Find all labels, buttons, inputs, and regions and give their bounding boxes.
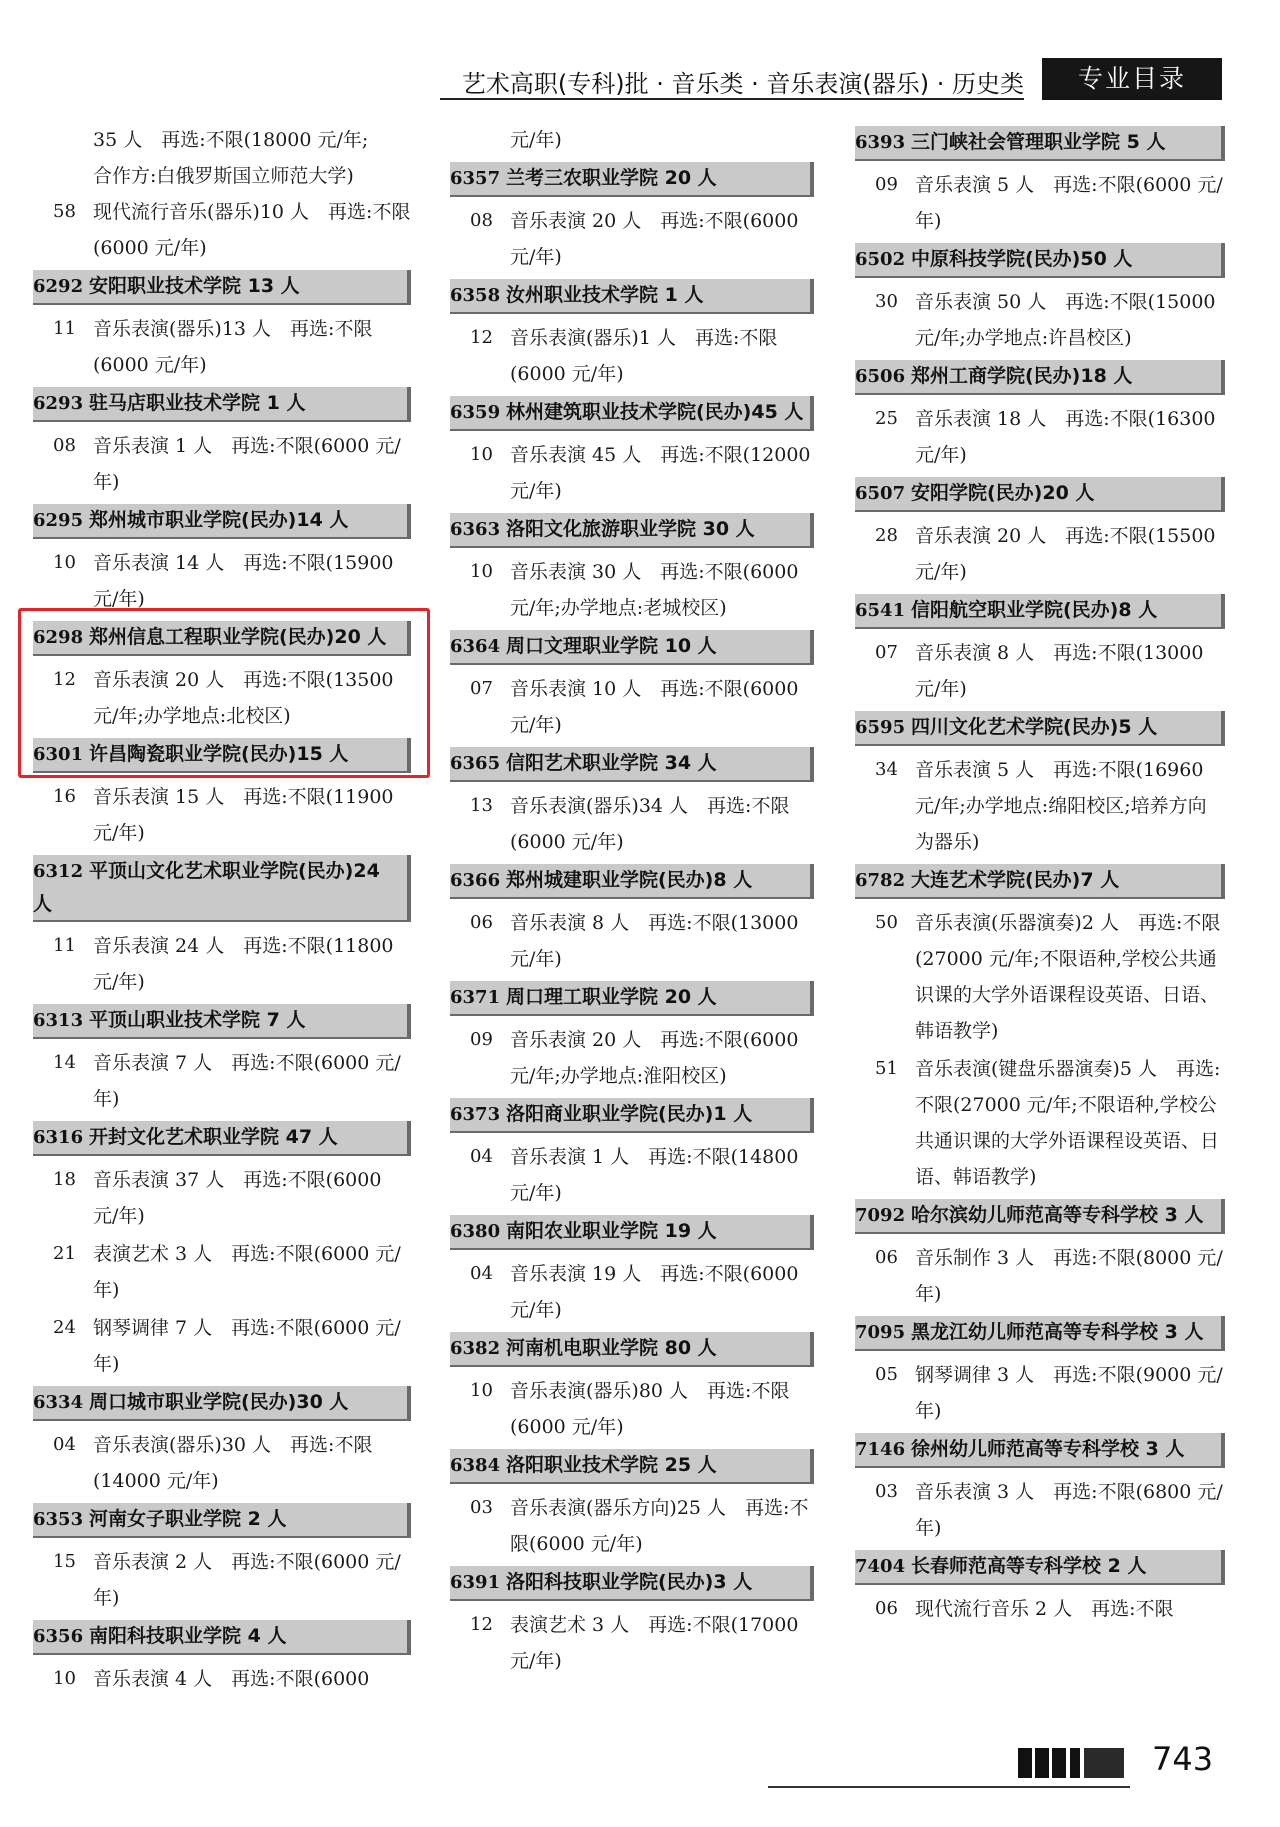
school-code: 6506 [855,366,906,387]
school-heading [450,1566,814,1601]
major-entry [450,1139,814,1211]
major-entry [33,1544,411,1616]
major-entry [855,1051,1225,1195]
school-code: 7092 [855,1205,906,1226]
major-text: 音乐表演 1 人 再选:不限(14800 元/年) [510,1146,799,1204]
major-entry [450,203,814,275]
school-code: 6393 [855,132,906,153]
major-code: 10 [470,561,493,582]
school-code: 6507 [855,483,906,504]
major-text: 音乐表演 24 人 再选:不限(11800 元/年) [93,935,394,993]
school-heading [33,1121,411,1156]
school-heading [450,396,814,431]
major-entry [450,1022,814,1094]
school-code: 6353 [33,1509,84,1530]
school-name: 徐州幼儿师范高等专科学校 3 人 [911,1438,1185,1460]
major-entry [855,167,1225,239]
school-name: 洛阳文化旅游职业学院 30 人 [506,518,755,540]
major-code: 50 [875,912,898,933]
school-code: 6295 [33,510,84,531]
major-text: 音乐表演(器乐)30 人 再选:不限(14000 元/年) [93,1434,373,1492]
school-code: 7146 [855,1439,906,1460]
major-text: 音乐表演 1 人 再选:不限(6000 元/年) [93,435,401,493]
school-code: 6313 [33,1010,84,1031]
school-name: 郑州信息工程职业学院(民办)20 人 [89,626,387,648]
major-entry [450,1607,814,1679]
major-code: 24 [53,1317,76,1338]
major-text: 音乐表演(键盘乐器演奏)5 人 再选:不限(27000 元/年;不限语种,学校公共通识课的大学外语课程设英语、日语、韩语教学) [915,1058,1221,1188]
school-heading [33,1620,411,1655]
school-heading [450,864,814,899]
school-name: 兰考三农职业学院 20 人 [506,167,717,189]
school-code: 7095 [855,1322,906,1343]
major-code: 06 [470,912,493,933]
major-entry [855,635,1225,707]
continued-text: 合作方:白俄罗斯国立师范大学) [93,165,354,187]
major-code: 07 [875,642,898,663]
school-name: 郑州城市职业学院(民办)14 人 [89,509,349,531]
school-name: 周口理工职业学院 20 人 [506,986,717,1008]
major-text: 音乐表演 2 人 再选:不限(6000 元/年) [93,1551,401,1609]
school-heading [450,747,814,782]
major-entry [855,284,1225,356]
school-heading [855,594,1225,629]
major-code: 04 [470,1263,493,1284]
major-entry [450,905,814,977]
major-code: 10 [470,1380,493,1401]
major-text: 音乐表演 15 人 再选:不限(11900 元/年) [93,786,394,844]
major-text: 音乐表演(器乐)34 人 再选:不限(6000 元/年) [510,795,790,853]
school-code: 6391 [450,1572,501,1593]
school-name: 洛阳商业职业学院(民办)1 人 [506,1103,753,1125]
major-code: 21 [53,1243,76,1264]
school-name: 林州建筑职业技术学院(民办)45 人 [506,401,804,423]
school-heading [33,387,411,422]
major-entry [855,1474,1225,1546]
major-code: 28 [875,525,898,546]
major-entry [450,671,814,743]
major-entry [33,1427,411,1499]
school-code: 6292 [33,276,84,297]
school-name: 黑龙江幼儿师范高等专科学校 3 人 [911,1321,1204,1343]
major-entry [33,1310,411,1382]
major-entry [33,1045,411,1117]
school-heading [33,1386,411,1421]
school-code: 6365 [450,753,501,774]
major-text: 音乐表演 8 人 再选:不限(13000 元/年) [915,642,1204,700]
column-1 [33,122,411,1699]
major-code: 30 [875,291,898,312]
school-name: 安阳学院(民办)20 人 [911,482,1095,504]
school-name: 洛阳职业技术学院 25 人 [506,1454,717,1476]
major-code: 06 [875,1247,898,1268]
school-heading [450,1449,814,1484]
major-text: 音乐表演 4 人 再选:不限(6000 [93,1668,370,1690]
major-code: 11 [53,318,76,339]
major-entry [33,1236,411,1308]
school-code: 6502 [855,249,906,270]
major-entry [855,905,1225,1049]
major-text: 音乐表演 5 人 再选:不限(16960 元/年;办学地点:绵阳校区;培养方向为器乐) [915,759,1207,853]
page-header [440,62,1222,98]
school-name: 许昌陶瓷职业学院(民办)15 人 [89,743,349,765]
school-name: 汝州职业技术学院 1 人 [506,284,704,306]
continued-text: 35 人 再选:不限(18000 元/年; [93,129,369,151]
school-code: 6371 [450,987,501,1008]
major-entry [33,428,411,500]
major-entry [855,401,1225,473]
school-name: 信阳航空职业学院(民办)8 人 [911,599,1158,621]
major-text: 音乐表演(器乐)80 人 再选:不限(6000 元/年) [510,1380,790,1438]
school-name: 四川文化艺术学院(民办)5 人 [911,716,1158,738]
school-name: 南阳科技职业学院 4 人 [89,1625,287,1647]
school-code: 6316 [33,1127,84,1148]
school-name: 洛阳科技职业学院(民办)3 人 [506,1571,753,1593]
school-heading [33,270,411,305]
major-text: 表演艺术 3 人 再选:不限(6000 元/年) [93,1243,401,1301]
major-text: 钢琴调律 3 人 再选:不限(9000 元/年) [915,1364,1223,1422]
major-code: 07 [470,678,493,699]
footer-bars [1018,1748,1124,1778]
school-name: 周口文理职业学院 10 人 [506,635,717,657]
major-code: 51 [875,1058,898,1079]
major-entry [855,518,1225,590]
school-name: 周口城市职业学院(民办)30 人 [89,1391,349,1413]
school-code: 6298 [33,627,84,648]
school-code: 6382 [450,1338,501,1359]
school-code: 6357 [450,168,501,189]
major-text: 音乐表演 20 人 再选:不限(6000 元/年;办学地点:淮阳校区) [510,1029,799,1087]
major-entry [450,1490,814,1562]
major-entry [450,1373,814,1445]
major-code: 05 [875,1364,898,1385]
major-entry [450,320,814,392]
major-text: 音乐表演 19 人 再选:不限(6000 元/年) [510,1263,799,1321]
school-name: 哈尔滨幼儿师范高等专科学校 3 人 [911,1204,1204,1226]
major-text: 音乐表演 30 人 再选:不限(6000 元/年;办学地点:老城校区) [510,561,799,619]
major-entry [33,545,411,617]
school-heading [855,711,1225,746]
major-entry [33,1162,411,1234]
major-entry [450,554,814,626]
section-badge: 专业目录 [1042,58,1222,100]
school-code: 6782 [855,870,906,891]
school-heading [855,477,1225,512]
major-text: 音乐表演 7 人 再选:不限(6000 元/年) [93,1052,401,1110]
major-code: 15 [53,1551,76,1572]
school-code: 7404 [855,1556,906,1577]
school-code: 6384 [450,1455,501,1476]
major-code: 08 [53,435,76,456]
school-name: 中原科技学院(民办)50 人 [911,248,1133,270]
school-name: 河南机电职业学院 80 人 [506,1337,717,1359]
major-entry [450,437,814,509]
major-code: 09 [875,174,898,195]
major-text: 音乐表演(器乐)1 人 再选:不限(6000 元/年) [510,327,778,385]
major-code: 10 [53,552,76,573]
school-heading [450,279,814,314]
major-text: 现代流行音乐 2 人 再选:不限 [915,1598,1174,1620]
page-number: 743 [1152,1740,1214,1778]
school-heading [855,126,1225,161]
major-code: 03 [470,1497,493,1518]
school-heading [450,162,814,197]
school-heading [855,1199,1225,1234]
major-entry [855,1240,1225,1312]
school-code: 6301 [33,744,84,765]
school-heading [450,981,814,1016]
header-rule [440,98,1024,100]
school-name: 安阳职业技术学院 13 人 [89,275,300,297]
major-text: 音乐表演 8 人 再选:不限(13000 元/年) [510,912,799,970]
major-entry [450,788,814,860]
school-heading [33,1004,411,1039]
major-text: 音乐表演 20 人 再选:不限(6000 元/年) [510,210,799,268]
major-code: 11 [53,935,76,956]
school-code: 6363 [450,519,501,540]
header-title: 艺术高职(专科)批 · 音乐类 · 音乐表演(器乐) · 历史类 [461,70,1024,98]
major-entry [450,1256,814,1328]
major-code: 06 [875,1598,898,1619]
school-code: 6541 [855,600,906,621]
major-text: 音乐表演 14 人 再选:不限(15900 元/年) [93,552,394,610]
major-code: 14 [53,1052,76,1073]
school-name: 河南女子职业学院 2 人 [89,1508,287,1530]
major-code: 10 [470,444,493,465]
school-code: 6334 [33,1392,84,1413]
major-code: 12 [53,669,76,690]
school-code: 6595 [855,717,906,738]
school-heading [855,243,1225,278]
school-heading [450,513,814,548]
major-code: 04 [53,1434,76,1455]
continued-text: 元/年) [510,129,562,151]
school-heading [855,1316,1225,1351]
major-code: 12 [470,327,493,348]
school-heading [855,360,1225,395]
major-text: 音乐表演 20 人 再选:不限(15500 元/年) [915,525,1216,583]
school-code: 6359 [450,402,501,423]
major-text: 音乐表演(乐器演奏)2 人 再选:不限(27000 元/年;不限语种,学校公共通识课的大学外语课程设英语、日语、韩语教学) [915,912,1221,1042]
school-name: 长春师范高等专科学校 2 人 [911,1555,1147,1577]
major-code: 04 [470,1146,493,1167]
school-code: 6364 [450,636,501,657]
major-entry [33,1661,411,1697]
school-name: 大连艺术学院(民办)7 人 [911,869,1120,891]
school-heading [450,1215,814,1250]
major-entry [33,928,411,1000]
school-heading [33,504,411,539]
school-code: 6293 [33,393,84,414]
highlight-box [18,608,430,778]
major-entry [33,194,411,266]
major-text: 音乐表演 50 人 再选:不限(15000 元/年;办学地点:许昌校区) [915,291,1216,349]
column-2 [450,122,814,1681]
major-code: 58 [53,201,76,222]
major-text: 音乐表演 20 人 再选:不限(13500 元/年;办学地点:北校区) [93,669,394,727]
school-code: 6358 [450,285,501,306]
major-text: 音乐表演 5 人 再选:不限(6000 元/年) [915,174,1223,232]
major-text: 音乐表演(器乐方向)25 人 再选:不限(6000 元/年) [510,1497,809,1555]
school-heading [33,855,411,922]
school-name: 三门峡社会管理职业学院 5 人 [911,131,1166,153]
major-entry [855,752,1225,860]
school-name: 驻马店职业技术学院 1 人 [89,392,306,414]
major-code: 25 [875,408,898,429]
column-3 [855,122,1225,1629]
major-text: 音乐表演 10 人 再选:不限(6000 元/年) [510,678,799,736]
school-name: 开封文化艺术职业学院 47 人 [89,1126,338,1148]
footer-rule [768,1786,1130,1788]
school-heading [450,1098,814,1133]
major-text: 音乐表演 37 人 再选:不限(6000 元/年) [93,1169,382,1227]
school-name: 南阳农业职业学院 19 人 [506,1220,717,1242]
major-text: 表演艺术 3 人 再选:不限(17000 元/年) [510,1614,799,1672]
major-entry [855,1591,1225,1627]
major-code: 03 [875,1481,898,1502]
major-entry [855,1357,1225,1429]
school-heading [450,1332,814,1367]
school-heading [855,864,1225,899]
school-name: 平顶山文化艺术职业学院(民办)24 人 [33,860,380,915]
major-code: 10 [53,1668,76,1689]
major-code: 34 [875,759,898,780]
major-text: 钢琴调律 7 人 再选:不限(6000 元/年) [93,1317,401,1375]
school-name: 信阳艺术职业学院 34 人 [506,752,717,774]
major-text: 现代流行音乐(器乐)10 人 再选:不限(6000 元/年) [93,201,411,259]
school-heading [855,1550,1225,1585]
major-code: 13 [470,795,493,816]
school-name: 郑州城建职业学院(民办)8 人 [506,869,753,891]
school-code: 6373 [450,1104,501,1125]
school-code: 6380 [450,1221,501,1242]
school-heading [855,1433,1225,1468]
major-text: 音乐表演 45 人 再选:不限(12000 元/年) [510,444,811,502]
major-code: 16 [53,786,76,807]
school-name: 平顶山职业技术学院 7 人 [89,1009,306,1031]
major-text: 音乐表演 18 人 再选:不限(16300 元/年) [915,408,1216,466]
school-heading [33,1503,411,1538]
major-code: 12 [470,1614,493,1635]
major-code: 09 [470,1029,493,1050]
major-text: 音乐制作 3 人 再选:不限(8000 元/年) [915,1247,1223,1305]
school-heading [450,630,814,665]
major-text: 音乐表演 3 人 再选:不限(6800 元/年) [915,1481,1223,1539]
major-entry [33,311,411,383]
school-code: 6366 [450,870,501,891]
major-entry [33,779,411,851]
major-code: 18 [53,1169,76,1190]
school-name: 郑州工商学院(民办)18 人 [911,365,1133,387]
major-code: 08 [470,210,493,231]
school-code: 6312 [33,861,84,882]
major-text: 音乐表演(器乐)13 人 再选:不限(6000 元/年) [93,318,373,376]
school-code: 6356 [33,1626,84,1647]
